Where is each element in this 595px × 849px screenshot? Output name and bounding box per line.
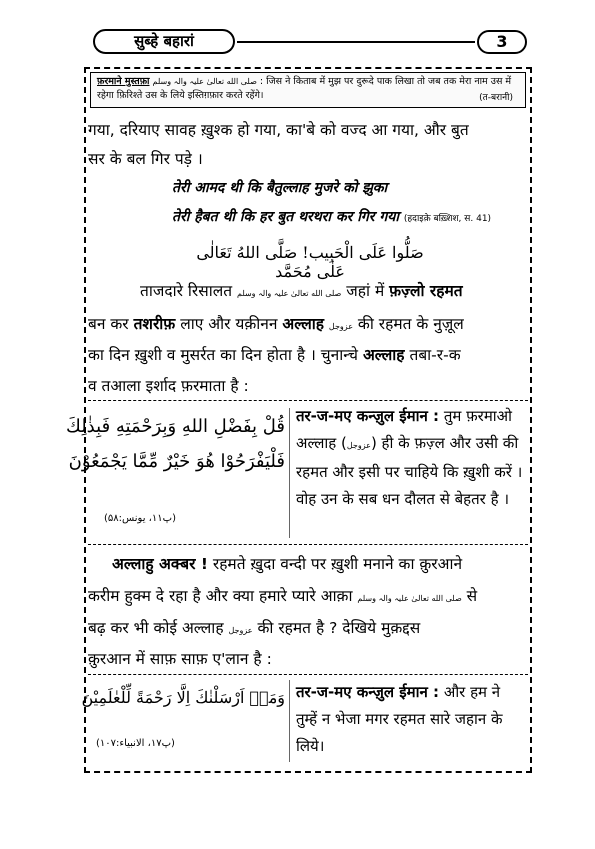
para3-l3-b: की रहमत है ? देखिये मुक़द्दस [257,619,421,637]
quran2-translation-label: तर-ज-मए कन्ज़ुल ईमान : [296,683,440,701]
header-divider [237,41,475,43]
quran2-arabic: وَمَاۤ اَرْسَلْنٰكَ اِلَّا رَحْمَةً لِّلْعٰلَمِيْنَ [81,688,285,707]
poem-line2-text: तेरी हैबत थी कि हर बुत थरथरा कर गिर गया [172,209,399,225]
quran2-reference: (پ۱۷، الانبیاء:۱۰۷) [96,738,175,749]
para2-l2-bold1: तशरीफ़ [133,315,176,333]
para3-l3-arabic: عزوجل [228,626,253,635]
hadith-banner [90,72,526,108]
quran1-translation [296,403,524,513]
para2-l2-a: बन कर [88,315,129,333]
para2-l1-bold: फ़ज़्लो रहमत [389,282,463,300]
para2-l3-a: का दिन ख़ुशी व मुसर्रत का दिन होता है । चुनान्चे [88,346,359,364]
quran1-arabic-line2: فَلْيَفْرَحُوْا هُوَ خَيْرٌ مِّمَّا يَجْمَعُوْنَ [68,451,285,472]
hadith-label: फ़रमाने मुस्तफ़ा [97,76,150,87]
para2-line2 [88,313,528,338]
quran1-reference: (پ۱۱، یونس:۵۸) [104,513,176,524]
poem-source: (हदाइक़े बख़्शिश, स. 41) [403,214,492,224]
para1-line2: सर के बल गिर पड़े । [88,150,203,168]
para2-l2-bold2: अल्लाह [282,315,324,333]
para2-l3-b: तबा-र-क [409,346,461,364]
para2-line4: व तआला इर्शाद फ़रमाता है : [88,377,249,395]
durood-line: صَلُّوا عَلَى الْحَبِيب! صَلَّى اللهُ تَعَالٰى عَلٰى مُحَمَّد [196,243,424,281]
para3-line4: क़ुरआन में साफ़ साफ़ ए'लान है : [88,650,272,668]
para3-l1-text: रहमते ख़ुदा वन्दी पर ख़ुशी मनाने का क़ुरआने [212,555,463,573]
quran-verse-2 [81,680,290,762]
para2-line1 [140,280,528,305]
quran2-translation-text: और हम ने तुम्हें न भेजा मगर रहमत सारे जहान के लिये। [296,683,503,755]
quran1-translation-b: ) ही के फ़ज़्ल और उसी की रहमत और इसी पर चाहिये कि ख़ुशी करें । वोह उन के सब धन दौलत से बेहतर है । [296,434,523,508]
para2-l1-a: ताजदारे रिसालत [140,282,233,300]
hadith-text: : जिस ने किताब में मुझ पर दुरूदे पाक लिखा तो जब तक मेरा नाम उस में रहेगा फ़िरिश्ते उस के लिये इस्तिग़फ़ार करते रहेंगे। [97,76,512,101]
quran2-translation [296,679,524,760]
para2-l2-b: लाए और यक़ीनन [180,315,278,333]
para3-line1 [112,553,528,575]
para3-l2-b: से [466,587,478,605]
para3-line2 [88,585,528,610]
quran1-translation-label: तर-ज-मए कन्ज़ुल ईमान : [296,407,440,425]
separator-1 [88,400,528,401]
quran1-translation-arabic: عزوجل [346,441,371,450]
para3-l1-bold: अल्लाहु अक्बर ! [112,555,208,573]
para2-line3 [88,344,528,366]
separator-3 [88,674,528,675]
hadith-arabic: صلى الله تعالیٰ علیہ والہ وسلم [152,77,257,86]
quran1-arabic-line1: قُلْ بِفَضْلِ اللهِ وَبِرَحْمَتِهِ فَبِذٰلِكَ [66,416,285,437]
book-title: सुब्हे बहारां [93,29,235,54]
para2-l2-arabic: عزوجل [328,322,353,331]
para2-l2-c: की रहमत के नुज़ूल [357,315,464,333]
para3-l2-a: करीम हुक्म दे रहा है और क्या हमारे प्यारे आक़ा [88,587,353,605]
poem-line2 [172,207,491,229]
poem-line1: तेरी आमद थी कि बैतुल्लाह मुजरे को झुका [172,180,388,196]
separator-2 [88,544,528,545]
para3-l3-a: बढ़ कर भी कोई अल्लाह [88,619,224,637]
para3-line3 [88,617,528,642]
page-number: 3 [477,30,527,54]
hadith-source: (त-बरानी) [479,93,513,103]
para3-l2-arabic: صلى الله تعالیٰ علیہ والہ وسلم [357,594,462,603]
para1-line1: गया, दरियाए सावह ख़ुश्क हो गया, का'बे को वज्द आ गया, और बुत [88,121,469,139]
para2-l3-bold: अल्लाह [362,346,405,364]
para2-l1-arabic: صلى الله تعالیٰ علیہ والہ وسلم [237,289,342,298]
para2-l1-b: जहां में [346,282,385,300]
quran1-translation-a: तुम फ़रमाओ अल्लाह ( [296,407,513,452]
